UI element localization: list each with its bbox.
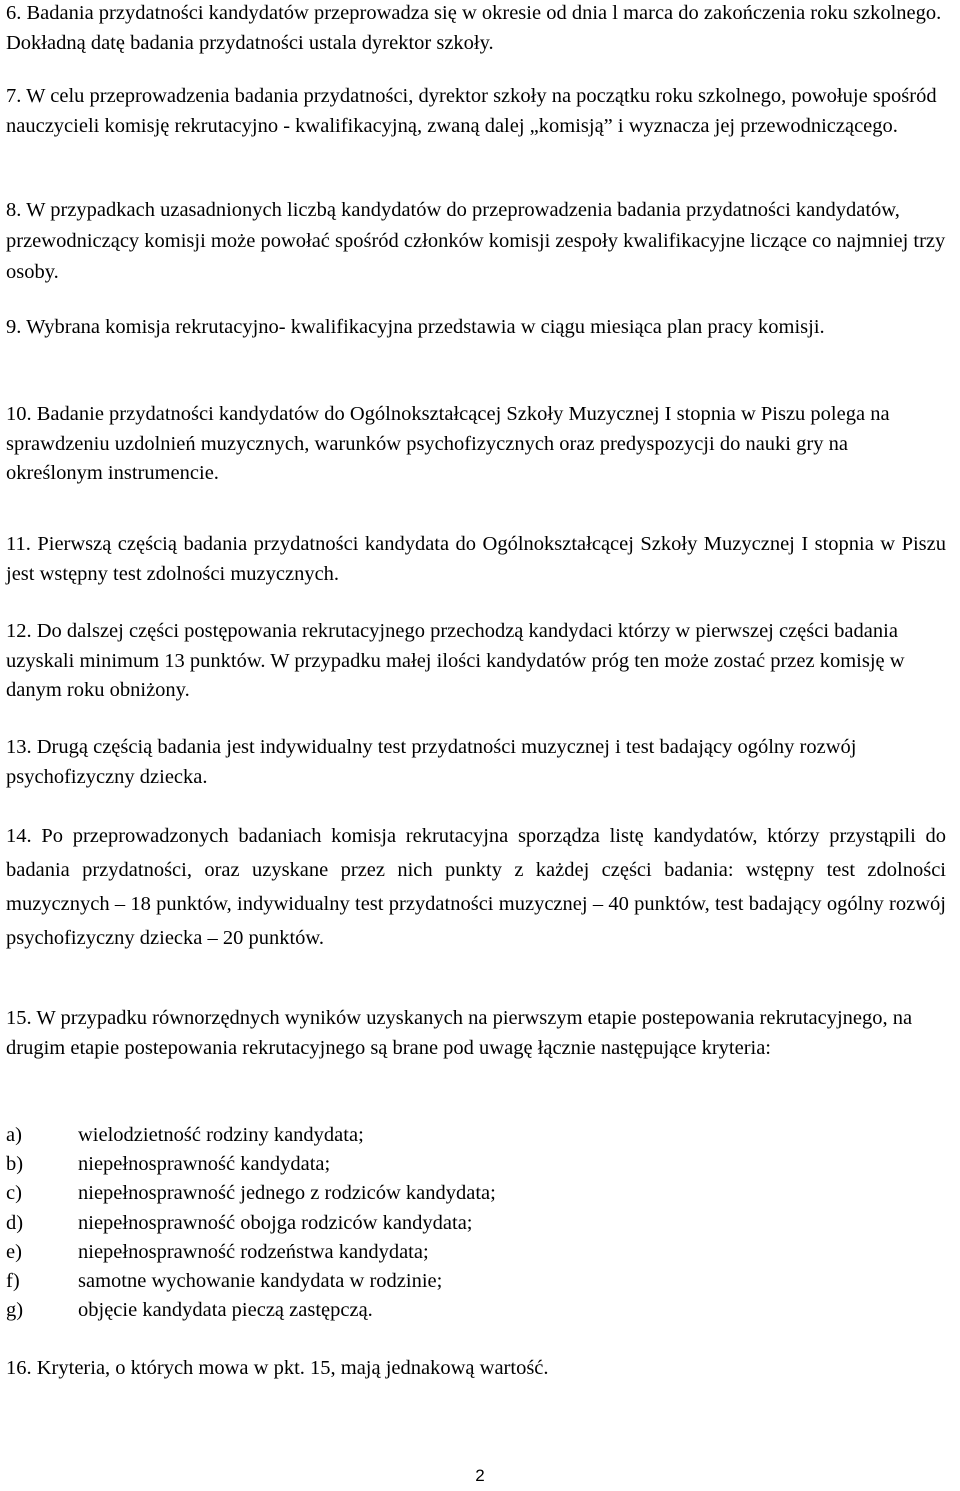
criteria-item	[6, 1179, 906, 1208]
paragraph-16	[6, 1354, 946, 1384]
paragraph-number: 6.	[6, 2, 22, 24]
paragraph-6	[6, 0, 946, 58]
criteria-item	[6, 1150, 906, 1179]
paragraph-8	[6, 195, 946, 288]
criteria-letter: f)	[6, 1269, 20, 1292]
paragraph-text: Kryteria, o których mowa w pkt. 15, mają jednakową wartość.	[36, 1357, 549, 1379]
paragraph-12	[6, 617, 946, 706]
page-number: 2	[475, 1466, 485, 1485]
criteria-item	[6, 1209, 906, 1238]
paragraph-text: W przypadku równorzędnych wyników uzyskanych na pierwszym etapie postepowania rekrutacyjnego, na drugim etapie postepowania rekrutacyjnego są brane pod uwagę łącznie następujące kryteria:	[6, 1007, 913, 1059]
paragraph-number: 9.	[6, 316, 22, 338]
criteria-list	[6, 1121, 906, 1325]
criteria-text: objęcie kandydata pieczą zastępczą.	[78, 1299, 373, 1322]
paragraph-number: 7.	[6, 85, 22, 107]
criteria-item	[6, 1121, 906, 1150]
paragraph-14	[6, 819, 946, 955]
paragraph-15	[6, 1004, 946, 1063]
paragraph-text: Pierwszą częścią badania przydatności kandydata do Ogólnokształcącej Szkoły Muzycznej I stopnia w Piszu jest wstępny test zdolności muzycznych.	[6, 533, 947, 585]
paragraph-text: W przypadkach uzasadnionych liczbą kandydatów do przeprowadzenia badania przydatności kandydatów, przewodniczący komisji może powołać spośród członków komisji zespoły kwalifikacyjne liczące co najmniej trzy osoby.	[6, 199, 946, 283]
paragraph-text: Badania przydatności kandydatów przeprowadza się w okresie od dnia l marca do zakończenia roku szkolnego. Dokładną datę badania przydatności ustala dyrektor szkoły.	[6, 2, 942, 54]
paragraph-number: 15.	[6, 1007, 32, 1029]
paragraph-text: Drugą częścią badania jest indywidualny test przydatności muzycznej i test badający ogólny rozwój psychofizyczny dziecka.	[6, 736, 857, 788]
paragraph-number: 13.	[6, 736, 32, 758]
criteria-text: samotne wychowanie kandydata w rodzinie;	[78, 1269, 443, 1292]
criteria-text: wielodzietność rodziny kandydata;	[78, 1124, 364, 1146]
criteria-text: niepełnosprawność jednego z rodziców kandydata;	[78, 1182, 496, 1205]
paragraph-13	[6, 733, 946, 792]
paragraph-text: Do dalszej części postępowania rekrutacyjnego przechodzą kandydaci którzy w pierwszej części badania uzyskali minimum 13 punktów. W przypadku małej ilości kandydatów próg ten może zostać przez komisję w danym roku obniżony.	[6, 620, 905, 701]
paragraph-number: 10.	[6, 403, 32, 425]
criteria-text: niepełnosprawność rodzeństwa kandydata;	[78, 1240, 429, 1263]
paragraph-text: Po przeprowadzonych badaniach komisja rekrutacyjna sporządza listę kandydatów, którzy przystąpili do badania przydatności, oraz uzyskane przez nich punkty z każdej części badania: wstępny test zdolności muzycznych – 18 punktów, indywidualny test przydatności muzycznej – 40 punktów, test badający ogólny rozwój psychofizyczny dziecka – 20 punktów.	[6, 825, 947, 949]
paragraph-11	[6, 530, 946, 589]
paragraph-9	[6, 313, 946, 343]
criteria-letter: d)	[6, 1211, 24, 1234]
criteria-letter: c)	[6, 1182, 22, 1205]
criteria-item	[6, 1238, 906, 1267]
criteria-letter: g)	[6, 1299, 24, 1322]
criteria-item	[6, 1296, 906, 1325]
paragraph-number: 16.	[6, 1357, 32, 1379]
criteria-item	[6, 1267, 906, 1296]
criteria-text: niepełnosprawność obojga rodziców kandydata;	[78, 1211, 473, 1234]
paragraph-text: Badanie przydatności kandydatów do Ogólnokształcącej Szkoły Muzycznej I stopnia w Piszu polega na sprawdzeniu uzdolnień muzycznych, warunków psychofizycznych oraz predyspozycji do nauki gry na określonym instrumencie.	[6, 403, 890, 484]
paragraph-10	[6, 400, 946, 489]
criteria-text: niepełnosprawność kandydata;	[78, 1153, 331, 1176]
paragraph-number: 12.	[6, 620, 32, 642]
paragraph-7	[6, 82, 946, 141]
paragraph-text: W celu przeprowadzenia badania przydatności, dyrektor szkoły na początku roku szkolnego, powołuje spośród nauczycieli komisję rekrutacyjno - kwalifikacyjną, zwaną dalej „komisją” i wyznacza jej przewodniczącego.	[6, 85, 937, 137]
paragraph-text: Wybrana komisja rekrutacyjno- kwalifikacyjna przedstawia w ciągu miesiąca plan pracy komisji.	[26, 316, 825, 338]
criteria-letter: a)	[6, 1124, 22, 1146]
criteria-letter: b)	[6, 1153, 24, 1176]
paragraph-number: 14.	[6, 825, 32, 847]
paragraph-number: 8.	[6, 199, 22, 221]
criteria-letter: e)	[6, 1240, 22, 1263]
paragraph-number: 11.	[6, 533, 31, 555]
